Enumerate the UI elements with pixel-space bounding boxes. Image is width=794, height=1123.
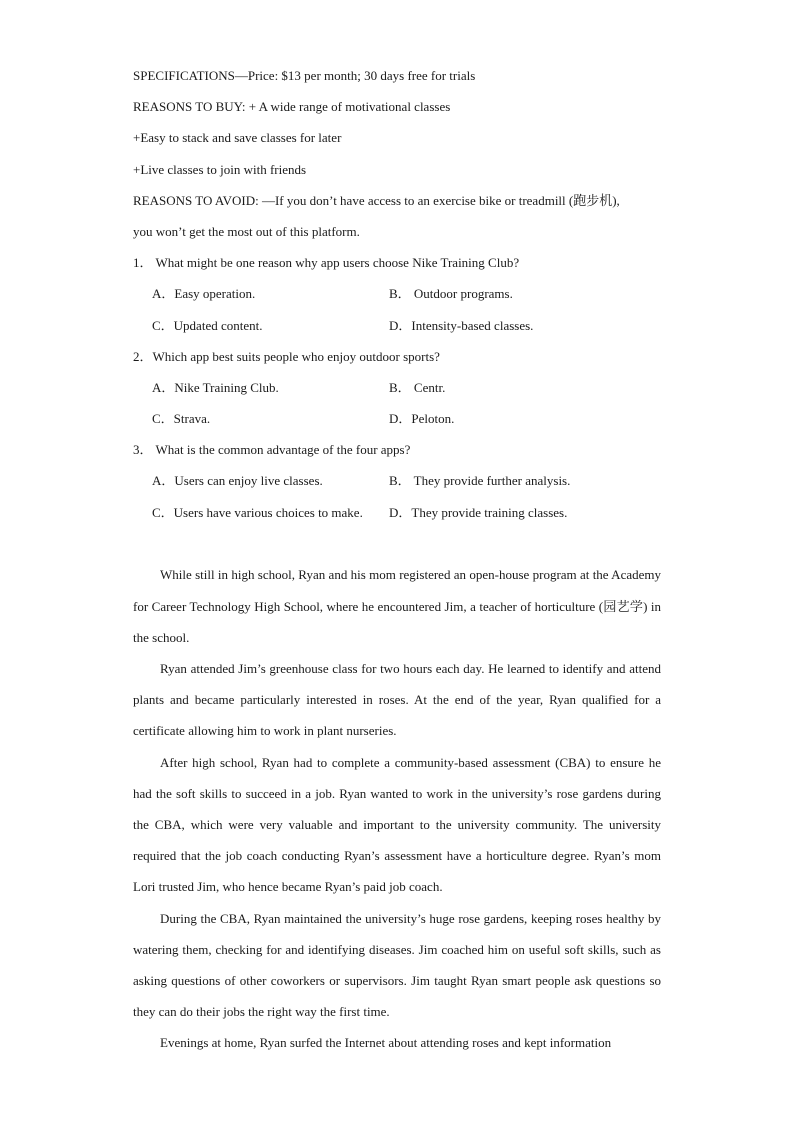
question-1	[133, 247, 661, 341]
question-3	[133, 434, 661, 528]
option-d: D．Peloton.	[389, 411, 455, 427]
question-stem: 3． What is the common advantage of the four apps?	[133, 442, 411, 458]
buy-item: +Easy to stack and save classes for later	[133, 130, 342, 146]
passage-paragraph: While still in high school, Ryan and his mom registered an open-house program at the Academy for Career Technology High School, where he encountered Jim, a teacher of horticulture (园艺学) in the school.	[133, 567, 661, 645]
option-c: C．Users have various choices to make.	[152, 504, 363, 520]
specifications-line: SPECIFICATIONS—Price: $13 per month; 30 days free for trials	[133, 68, 476, 83]
option-c: C．Updated content.	[152, 317, 263, 333]
reasons-to-avoid-continuation: you won’t get the most out of this platform.	[133, 223, 360, 239]
reasons-to-buy-line: REASONS TO BUY: + A wide range of motivational classes	[133, 99, 451, 115]
option-a: A．Easy operation.	[152, 286, 256, 302]
section-gap	[133, 528, 661, 560]
option-b: B． They provide further analysis.	[389, 473, 571, 489]
buy-item: +Live classes to join with friends	[133, 161, 307, 177]
question-stem: 2．Which app best suits people who enjoy outdoor sports?	[133, 348, 440, 364]
option-d: D．Intensity-based classes.	[389, 317, 534, 333]
reasons-to-avoid-line: REASONS TO AVOID: —If you don’t have access to an exercise bike or treadmill (跑步机),	[133, 192, 620, 208]
option-c: C．Strava.	[152, 411, 211, 427]
option-b: B． Outdoor programs.	[389, 286, 513, 302]
option-d: D．They provide training classes.	[389, 504, 568, 520]
document-page	[133, 60, 661, 1059]
option-a: A．Users can enjoy live classes.	[152, 473, 323, 489]
passage-paragraph: Ryan attended Jim’s greenhouse class for two hours each day. He learned to identify and attend plants and became particularly interested in roses. At the end of the year, Ryan qualified for a certificate allowing him to work in plant nurseries.	[133, 660, 661, 739]
passage-paragraph: Evenings at home, Ryan surfed the Internet about attending roses and kept information	[160, 1035, 612, 1051]
question-stem: 1． What might be one reason why app users choose Nike Training Club?	[133, 255, 520, 271]
passage-paragraph: During the CBA, Ryan maintained the university’s huge rose gardens, keeping roses healthy by watering them, checking for and identifying diseases. Jim coached him on useful soft skills, such as asking questions of other coworkers or supervisors. Jim taught Ryan smart people ask questions so they can do their jobs the right way the first time.	[133, 910, 661, 1020]
option-b: B． Centr.	[389, 379, 446, 395]
question-2	[133, 341, 661, 435]
option-a: A．Nike Training Club.	[152, 379, 279, 395]
passage-paragraph: After high school, Ryan had to complete a community-based assessment (CBA) to ensure he had the soft skills to succeed in a job. Ryan wanted to work in the university’s rose gardens during the CBA, which were very valuable and important to the university community. The university required that the job coach conducting Ryan’s assessment have a horticulture degree. Ryan’s mom Lori trusted Jim, who hence became Ryan’s paid job coach.	[133, 754, 661, 895]
reading-passage	[133, 559, 661, 1058]
